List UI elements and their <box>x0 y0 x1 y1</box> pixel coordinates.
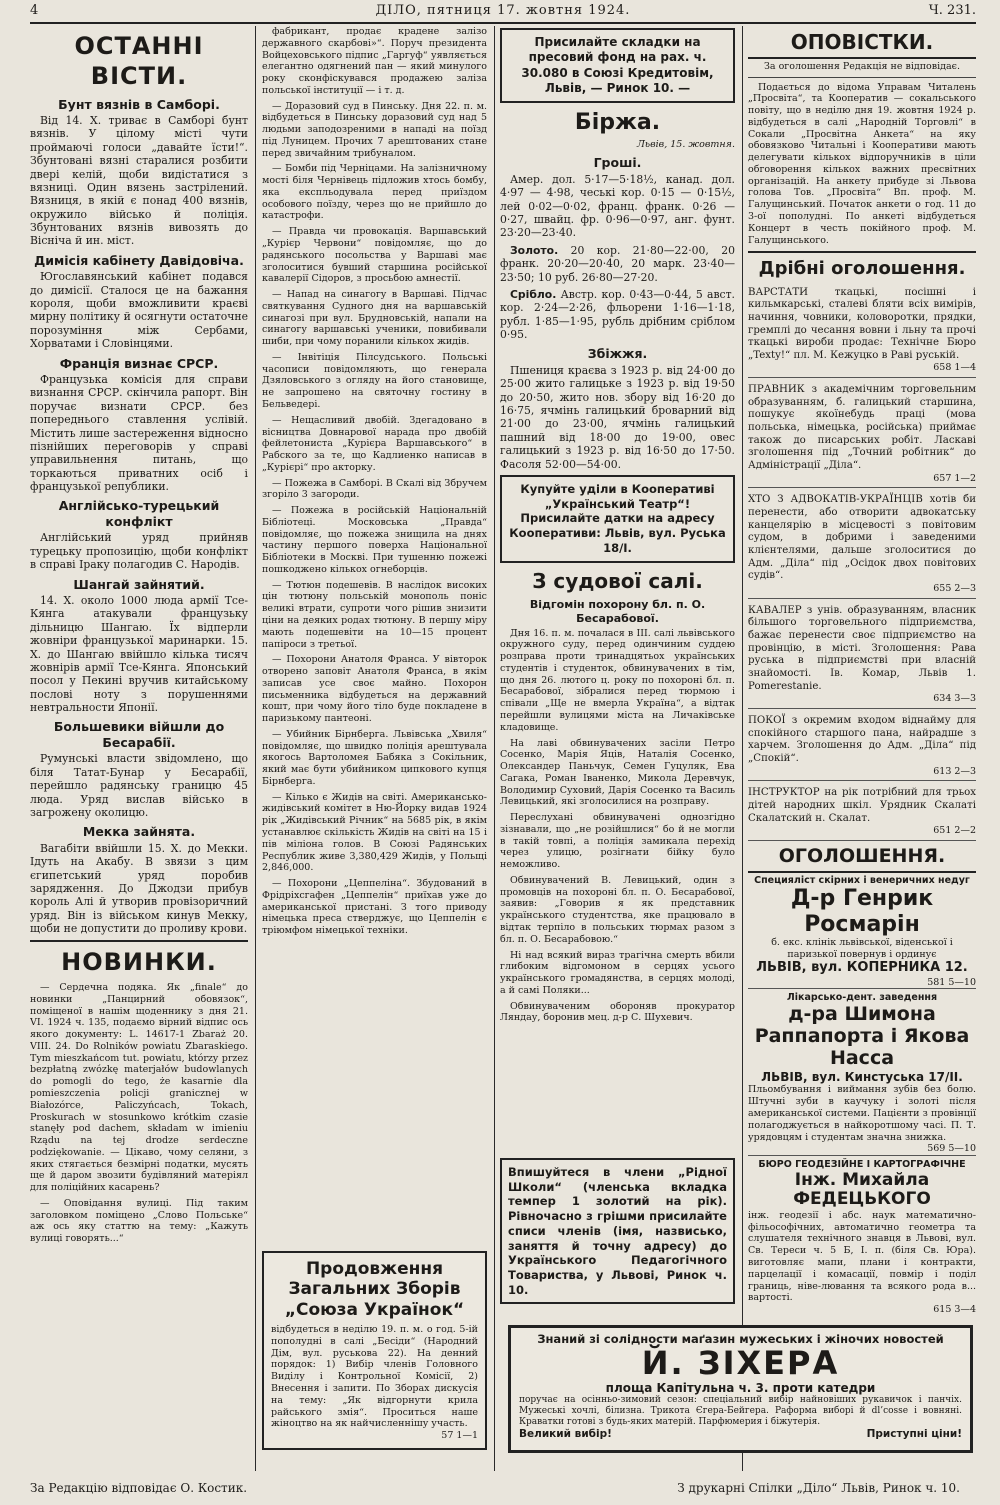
ad-number: 57 1—1 <box>441 1430 478 1442</box>
article-text: — Оповідання вулиці. Під таким заголовком поміщено „Слово Польське“ аж ось яку статтю на тему: „Кажуть вулиці говорять...“ <box>30 1197 248 1245</box>
union-ukrainian-women-ad <box>262 1251 487 1450</box>
article-text: — Убийник Бірнберга. Львівська „Хвиля“ повідомляє, що швидко поліція арештувала якогось Вартоломея Бабяка з Сокільник, який має бути убийником ципкового купця Бірнберга. <box>262 728 487 787</box>
doctor-info: б. екс. клінік львівської, віденської і паризької повернув і ординує <box>771 936 953 960</box>
ad-number: 581 5—10 <box>748 977 976 990</box>
article-text: — Пожежа в Самборі. В Скалі від Збручем згоріло 3 загороди. <box>262 477 487 501</box>
headline: Большевики війшли до Бесарабії. <box>53 719 225 750</box>
column-2 <box>262 26 487 1471</box>
classified-ad: ПОКОЇ з окремим входом віднайму для спокійного старшого пана, найрадше з харчем. Зголошення до Адм. „Діла“ під „Спокій“. 613 2—3 <box>748 712 976 781</box>
article-text: — Бомби під Черніцами. На залізничному мості біля Чернівець підложив хтось бомбу, яка експльодувала перед приїздом особового поїзду, через що не прийшло до катастрофи. <box>262 163 487 222</box>
article-text: — Сердечна подяка. Як „finale“ до новинки „Панцирний обовязок“, поміщеної в нашім щоденнику з дня 21. VI. 1924 ч. 135, подаємо вірний відпис ось якого документу: L. 14617-1 Zbaraż 20. VIII. 24. Do Rolników powiatu Zbaraskiego. Tym mieszkańcom tut. powiatu, którzy przez bezpłatną zwózkę materjałów budowlanych do pomogli do tego, że kasarnie dla pomieszczenia policji granicznej w Białozórce, Paliczyńcach, Tokach, Proskurach w stosunkowo krótkim czasie stanęły pod dachem, składam w imieniu Rządu na tej drodze serdeczne podziękowanie. — Цікаво, чому селяни, з яких стягається безмірні податки, мусять ще й даром звозити будівляний матеріял для поліційних касарень? <box>30 982 248 1194</box>
dental-names: д-ра Шимона Раппапорта і Якова Насса <box>754 1003 970 1069</box>
exchange-date: Львів, 15. жовтня. <box>637 138 735 150</box>
announcements-title: ОПОВІСТКИ. <box>748 30 976 59</box>
doctor-name: Д-р Генрик Росмарін <box>790 886 934 937</box>
column-3 <box>500 26 735 1471</box>
court-subtitle: Відгомін похорону бл. п. О. Бесарабової. <box>529 598 706 625</box>
article-text: — Пожежа в російській Національній Бібліотеці. Московська „Правда“ повідомляє, що пожежа знищила на днях частину першого поверха Національної Бібліотеки в Москві. При тушенню пожежі пошкоджено кількох огнеборців. <box>262 505 487 575</box>
editor-credit: За Редакцію відповідає О. Костик. <box>30 1481 248 1495</box>
column-rule <box>742 26 743 1471</box>
grain-rates: Пшениця краєва з 1923 р. від 24·00 до 25·00 жито галицьке з 1923 р. від 19·50 до 20·50, жито нов. збору від 16·20 до 16·75, ячмінь галицький броварний від 21·00 до 23·00, ячмінь галицький пашний від 18·00 до 19·00, овес галицький з 1923 р. від 16·50 до 17·50. Фасоля 52·00—54·00. <box>500 363 735 471</box>
article-text: На лаві обвинувачених засіли Петро Сосенко, Марія Яців, Наталія Сосенко, Олександер Паньчук, Семен Гуцуляк, Ева Сагака, Роман Іваненко, Микола Деревчук, Володимир Суховий, Дарія Сосенко та Василь Левицький, які зголосилися на розправу. <box>500 737 735 808</box>
small-ads-title: Дрібні оголошення. <box>758 258 966 280</box>
article-text: Обвинувачений В. Левицький, один з промовців на похороні бл. п. О. Бесарабової, заявив: „Говорив я як представник українського студентства, яке працювало в відтак терпіло в польських тюрмах разом з бл. п. О. Бесарабовою.“ <box>500 874 735 945</box>
article-text: — Тютюн подешевів. В наслідок високих цін тютюну польській монополь поніс великі втрати, супроти чого рішив знизити ціни на деяких родах тютюну. В першу міру мають подешевіти на 10—15 процент папіроси з третьої. <box>262 579 487 650</box>
column-4 <box>748 26 976 1471</box>
exchange-title: Біржа. <box>574 110 661 136</box>
article-text: — Напад на синагогу в Варшаві. Підчас святкування Судного дня на варшавській синагозі при вул. Брудновській, напали на синагогу варшавські ученики, повибивали шиби, при чому поранили кількох жидів. <box>262 289 487 348</box>
headline: Димісія кабінету Давідовіча. <box>34 252 244 268</box>
ad-text: відбудеться в неділю 19. п. м. о год. 5-ій пополудні в салі „Бесіди“ (Народний Дім, вул. руськова 22). На денний порядок: 1) Вибір членів Головного Виділу і Контрольної Комісії, 2) Внесення і запити. По Зборах дискусія на тему: „Як відгорнути крила райського змія“. Проситься наше жіноцтво на як найчисленнішу участь. <box>271 1324 478 1430</box>
money-heading: Гроші. <box>593 155 642 171</box>
headline: Мекка зайнята. <box>82 824 196 840</box>
geodesy-name: Інж. Михайла ФЕДЕЦЬКОГО <box>793 1169 931 1210</box>
article-text: фабрикант, продає крадене залізо державного скарбові»“. Поруч президента Войцеховського підпис „Гаргуф“ уявляється елегантно одягнений пан — який минулого року сконфіскувався продажею заліза польської інституції — і т. д. <box>262 26 487 96</box>
divider <box>748 251 976 253</box>
article-text: Англійський уряд прийняв турецьку пропозицію, щоби конфлікт в справі Іраку полагодив С. Народів. <box>30 531 248 572</box>
article-text: — Нещасливий двобій. Здегадовано в вісництва Довнарової нарада про двобій фейлетониста „Курієра Варшавського“ в Рабского за те, що Кадлиенко написав в „Курієрі“ про акторку. <box>262 414 487 473</box>
classified-ad: ІНСТРУКТОР на рік потрібний для трьох дітей народних шкіл. Урядник Скалаті Скалатский н. Скалат. 651 2—2 <box>748 784 976 841</box>
headline: Англійсько-турецький конфлікт <box>58 498 220 529</box>
dental-address: ЛЬВІВ, вул. Кинстуська 17/ІІ. <box>761 1069 963 1084</box>
article-text: — Правда чи провокація. Варшавський „Курієр Червони“ повідомляє, що до радянського посольства у Варшаві має зголоситися бувший старшина російської кавалерії Сідоров, з просьбою амнестії. <box>262 226 487 285</box>
store-name: Й. ЗІХЕРА <box>641 1344 840 1382</box>
article-text: Французька комісія для справи визнання СРСР. скінчила рапорт. Він поручає визнати СРСР. без попереднього ставлення услівій. Містить лише застереження відносно пізнійших переговорів у справі управильнення питань, що торкаються приватних осіб і французької републики. <box>30 373 248 493</box>
masthead: ДІЛО, пятниця 17. жовтня 1924. <box>375 3 631 18</box>
advertisements-title: ОГОЛОШЕННЯ. <box>748 845 976 873</box>
article-text: Вагабіти ввійшли 15. Х. до Мекки. Ідуть на Акабу. В звязи з цим єгипетський уряд поробив зарядження. До Джодзи прибув король Алі й утворив провізоричний уряд. Він із військом кинув Мекку, щоби не допустити до проливу крови. <box>30 841 248 935</box>
ad-number: 569 5—10 <box>748 1143 976 1156</box>
page-number: 4 <box>30 3 39 18</box>
store-tagline: Знаний зі солідности маґазин мужеських і жіночих новостей <box>537 1332 944 1346</box>
article-text: 14. Х. около 1000 люда армії Тсе-Кянга атакували французьку дільницю Шангаю. Їх відперли жовніри французької маринарки. 15. Х. до Шангаю ввійшло кілька тисяч жовнірів армії Тсе-Кянга. Японський посол у Пекині вручив китайському послові ноту з порушеннями невтральности Японії. <box>30 594 248 714</box>
section-title-news: НОВИНКИ. <box>61 948 217 977</box>
column-rule <box>494 26 495 1471</box>
doctor-specialty: Специяліст скірних і венеричних недуг <box>754 874 970 886</box>
store-address: площа Капітульна ч. 3. проти катедри <box>605 1381 876 1396</box>
silver-rates: Срібло. Австр. кор. 0·43—0·44, 5 авст. кор. 2·24—2·26, фльорени 1·16—1·18, рубл. 1·85—1·95, рубль дрібним сріблом 0·95. <box>500 287 735 342</box>
gold-rates: Золото. 20 кор. 21·80—22·00, 20 франк. 20·20—20·40, 20 марк. 23·40—23·50; 10 руб. 26·80—27·20. <box>500 243 735 284</box>
sikher-store-ad <box>508 1325 973 1453</box>
issue-number: Ч. 231. <box>928 3 976 18</box>
dental-text: Пльомбування і виймання зубів без болю. Штучні зуби в каучуку і золоті після американської системи. Пацієнти з провінції полагоджується в найкоротшому часі. П. Т. урядовцям і студентам значна знижка. <box>748 1084 976 1143</box>
article-text: — Кілько є Жидів на світі. Американсько-жидівський комітет в Ню-Йорку видав 1924 рік „Жидівський Річник“ на 5685 рік, в якім устанавлює скількість Жидів на світі на 15 і пів міліона голов. В Союзі Радянських Республик живе 3,380,429 Жидів, у Польщі 2,846,000. <box>262 791 487 874</box>
headline: Франція визнає СРСР. <box>59 355 219 371</box>
court-title: З судової салі. <box>532 568 703 593</box>
printer-credit: З друкарні Спілки „Діло“ Львів, Ринок ч. 10. <box>677 1481 960 1495</box>
money-rates: Амер. дол. 5·17—5·18½, канад. дол. 4·97 — 4·98, чеські кор. 0·15 — 0·15½, лей 0·02—0·02, франц. франк. 0·26 — 0·27, швайц. фр. 0·96—0·97, анг. фунт. 23·20—23·40. <box>500 172 735 240</box>
article-text: — Доразовий суд в Пинську. Дня 22. п. м. відбудеться в Пинську доразовий суд над 5 людьми заподозреними в нападі на поїзд під Луницем. Прочих 7 арештованих стане перед звичайним трибуналом. <box>262 100 487 159</box>
headline: Шангай зайнятий. <box>73 576 205 592</box>
article-text: Дня 16. п. м. почалася в III. салі львівського окружного суду, перед одинчиним суддею розправа проти тринадцятьох українських студентів і студенток, обвинувачених в тім, що дня 26. лютого ц. року по похороні бл. п. Бесарабової, зібралися перед тюрмою і співали „Ще не вмерла Україна“, а відтак перейшли вулицями міста на Личаківське кладовище. <box>500 627 735 733</box>
press-fund-notice: Присилайте складки на пресовий фонд на рах. ч. 30.080 в Союзі Кредитовім, Львів, — Ринок 10. — <box>500 28 735 103</box>
theatre-coop-notice: Купуйте уділи в Кооперативі „Український Театр“! Присилайте датки на адресу Кооперативи: Львів, вул. Руська 18/I. <box>500 475 735 563</box>
headline: Бунт вязнів в Самборі. <box>58 96 220 112</box>
classified-ad: ПРАВНИК з академічним торговельним образуванням, б. галицький старшина, пошукує якоїнебудь праці (мова польська, німецька, російська) приймає також до писарських робіт. Ласкаві зголошення під „Точний робітник“ до Адміністрації „Діла“. 657 1—2 <box>748 381 976 488</box>
ad-title: Продовження Загальних Зборів „Союза Українок“ <box>284 1259 465 1320</box>
announcements-note: За оголошення Редакція не відповідає. <box>763 60 961 72</box>
column-rule <box>255 26 256 1471</box>
article-text: Румунські власти звідомлено, що біля Татат-Бунар у Бесарабії, перейшло радянську границю 45 люда. Уряд вислав військо в загрожену околицю. <box>30 752 248 819</box>
grain-heading: Збіжжя. <box>587 346 648 362</box>
section-title-latest-news: ОСТАННІ ВІСТИ. <box>74 32 204 90</box>
article-text: — Похорони Анатоля Франса. У вівторок отворено заповіт Анатоля Франса, в якім записав усе своє майно. Похорон письменника відбудеться на державний кошт, при чому його тіло буде покладене в паризькому пантеоні. <box>262 654 487 725</box>
classified-ad: ВАРСТАТИ ткацькі, посішні і кильмкарські, сталеві бляти всіх вимірів, начиння, човники, коловоротки, прядки, гремплі до чесання вовни і льну та прочі ткацькі вироби продає: Технічне Бюро „Texty!“ пл. М. Кежуцко в Раві руській. 658 1—4 <box>748 284 976 379</box>
classified-ad: ХТО З АДВОКАТІВ-УКРАЇНЦІВ хотів би перенести, або отворити адвокатську канцелярію в місцевості з повітовим судом, в добрими і заведеними клієнтелями, дальше зголоситися до Адм. „Діла“ під „Осідок двох повітових судів“. 655 2—3 <box>748 491 976 598</box>
divider <box>30 940 248 942</box>
article-text: — Похорони „Цеппеліна“. Збудований в Фрідріхсгафен „Цеппелін“ приїхав уже до американської пристані. З того приводу німецька преса стверджує, що Цеппелін є тріюмфом німецької техніки. <box>262 878 487 937</box>
classified-ad: КАВАЛЕР з унів. образуванням, власник більшого торговельного підприємства, бажає перенести своє підприємство на провінцію, в місті. Зголошення: Рава руська в підприємстві при власній знайомості. Ів. Комар, Львів 1. Pomerestanie. 634 3—3 <box>748 602 976 709</box>
article-text: Ні над всякий вираз трагічна смерть вбили глибоким відгомоном в серцях усього українського громадянства, в серцях молоді, а й самі Поляки... <box>500 949 735 996</box>
divider <box>748 77 976 78</box>
page-header <box>30 0 976 24</box>
column-1 <box>30 26 248 1471</box>
article-text: — Інвітіція Пілсудського. Польські часописи повідомляють, що генерала Дзяловського з огляду на його становище, не запрошено на святочну гостину в Бельведері. <box>262 351 487 410</box>
article-text: Переслухані обвинувачені однозгідно зізнавали, що „не розійшлися“ бо й не могли в такій товпі, а поліція замикала перехід через улицю, розігнати бійку було неможливо. <box>500 812 735 871</box>
ad-number: 615 3—4 <box>933 1304 976 1316</box>
page-footer <box>30 1477 960 1499</box>
doctor-address: ЛЬВІВ, вул. КОПЕРНИКА 12. <box>756 960 968 976</box>
ridna-shkola-notice: Впишуйтеся в члени „Рідної Школи“ (членська вкладка темпер 1 золотий на рік). Рівночасно з грішми присилайте списи членів (імя, назвисько, заняття й точну адресу) до Українського Педагогічного Товариства, у Львові, Ринок ч. 10. <box>500 1158 735 1304</box>
dental-title: Лікарсько-дент. заведення <box>786 992 938 1004</box>
store-slogans: Великий вибір! Приступні ціни! <box>519 1427 962 1440</box>
geodesy-title: БЮРО ГЕОДЕЗІЙНЕ І КАРТОГРАФІЧНЕ <box>758 1159 966 1171</box>
announcement-text: Подається до відома Управам Читалень „Просвіта“, та Кооператив — сокальського повіту, що в неділю дня 19. жовтня 1924 р. відбудеться в салі „Народній Торговлі“ в Сокали „Просвітна Анкета“ на яку обовязково Читальні і Кооперативи мають делегувати кількох відпоручників в ціли обговорення кількох важних пресвітних організацій. На анкету прибуде зі Львова голова Тов. „Просвіта“ Вп. проф. М. Галущинський. Початок анкети о год. 11 до 3-ої пополудні. По анкеті відбудеться Концерт в честь покійного проф. М. Галущинського. <box>748 81 976 246</box>
geodesy-text: інж. геодезії і абс. наук математично-фільософічних, автоматично геометра та слушателя технічного знавця в Львові, вул. Св. Тереси ч. 5 Б, І. п. (біля Св. Юра). виготовляє мапи, плани і контракти, парцелації і комасації, повмір і поділ границь, ніве-лювання та всякого рода в... вартості. <box>748 1209 976 1304</box>
article-text: Від 14. Х. триває в Самборі бунт вязнів. У цілому місті чути проймаючі голоси „давайте їсти!“. Збунтовані вязні старалися розбити двері келій, щоби видістатися з вязниці. Один вязень застрілений. Вязниця, в якій є понад 400 вязнів, окружило військо й поліція. Збунтованих вязнів вивозять до Вісніча й ин. міст. <box>30 114 248 248</box>
store-text: поручає на осінньо-зимовий сезон: спеціальний вибір найновіших рукавичок і панчіх. Мужеські хочлі, білизна. Трикота Єгера-Бейгера. Раформа виборі й dl’cosse і вовняні. Краватки готові з будь-яких матерій. Парфюмерия і біжутерія. <box>519 1395 962 1427</box>
article-text: Обвинуваченим обороняв прокуратор Ляндау, боронив мец. д-р С. Шухевич. <box>500 1000 735 1024</box>
article-text: Югославянський кабінет подався до димісії. Сталося це на бажання короля, щоби вможливити краєві мирну політику й осягнути остаточне порозуміння між Сербами, Хорватами і Словінцями. <box>30 270 248 351</box>
